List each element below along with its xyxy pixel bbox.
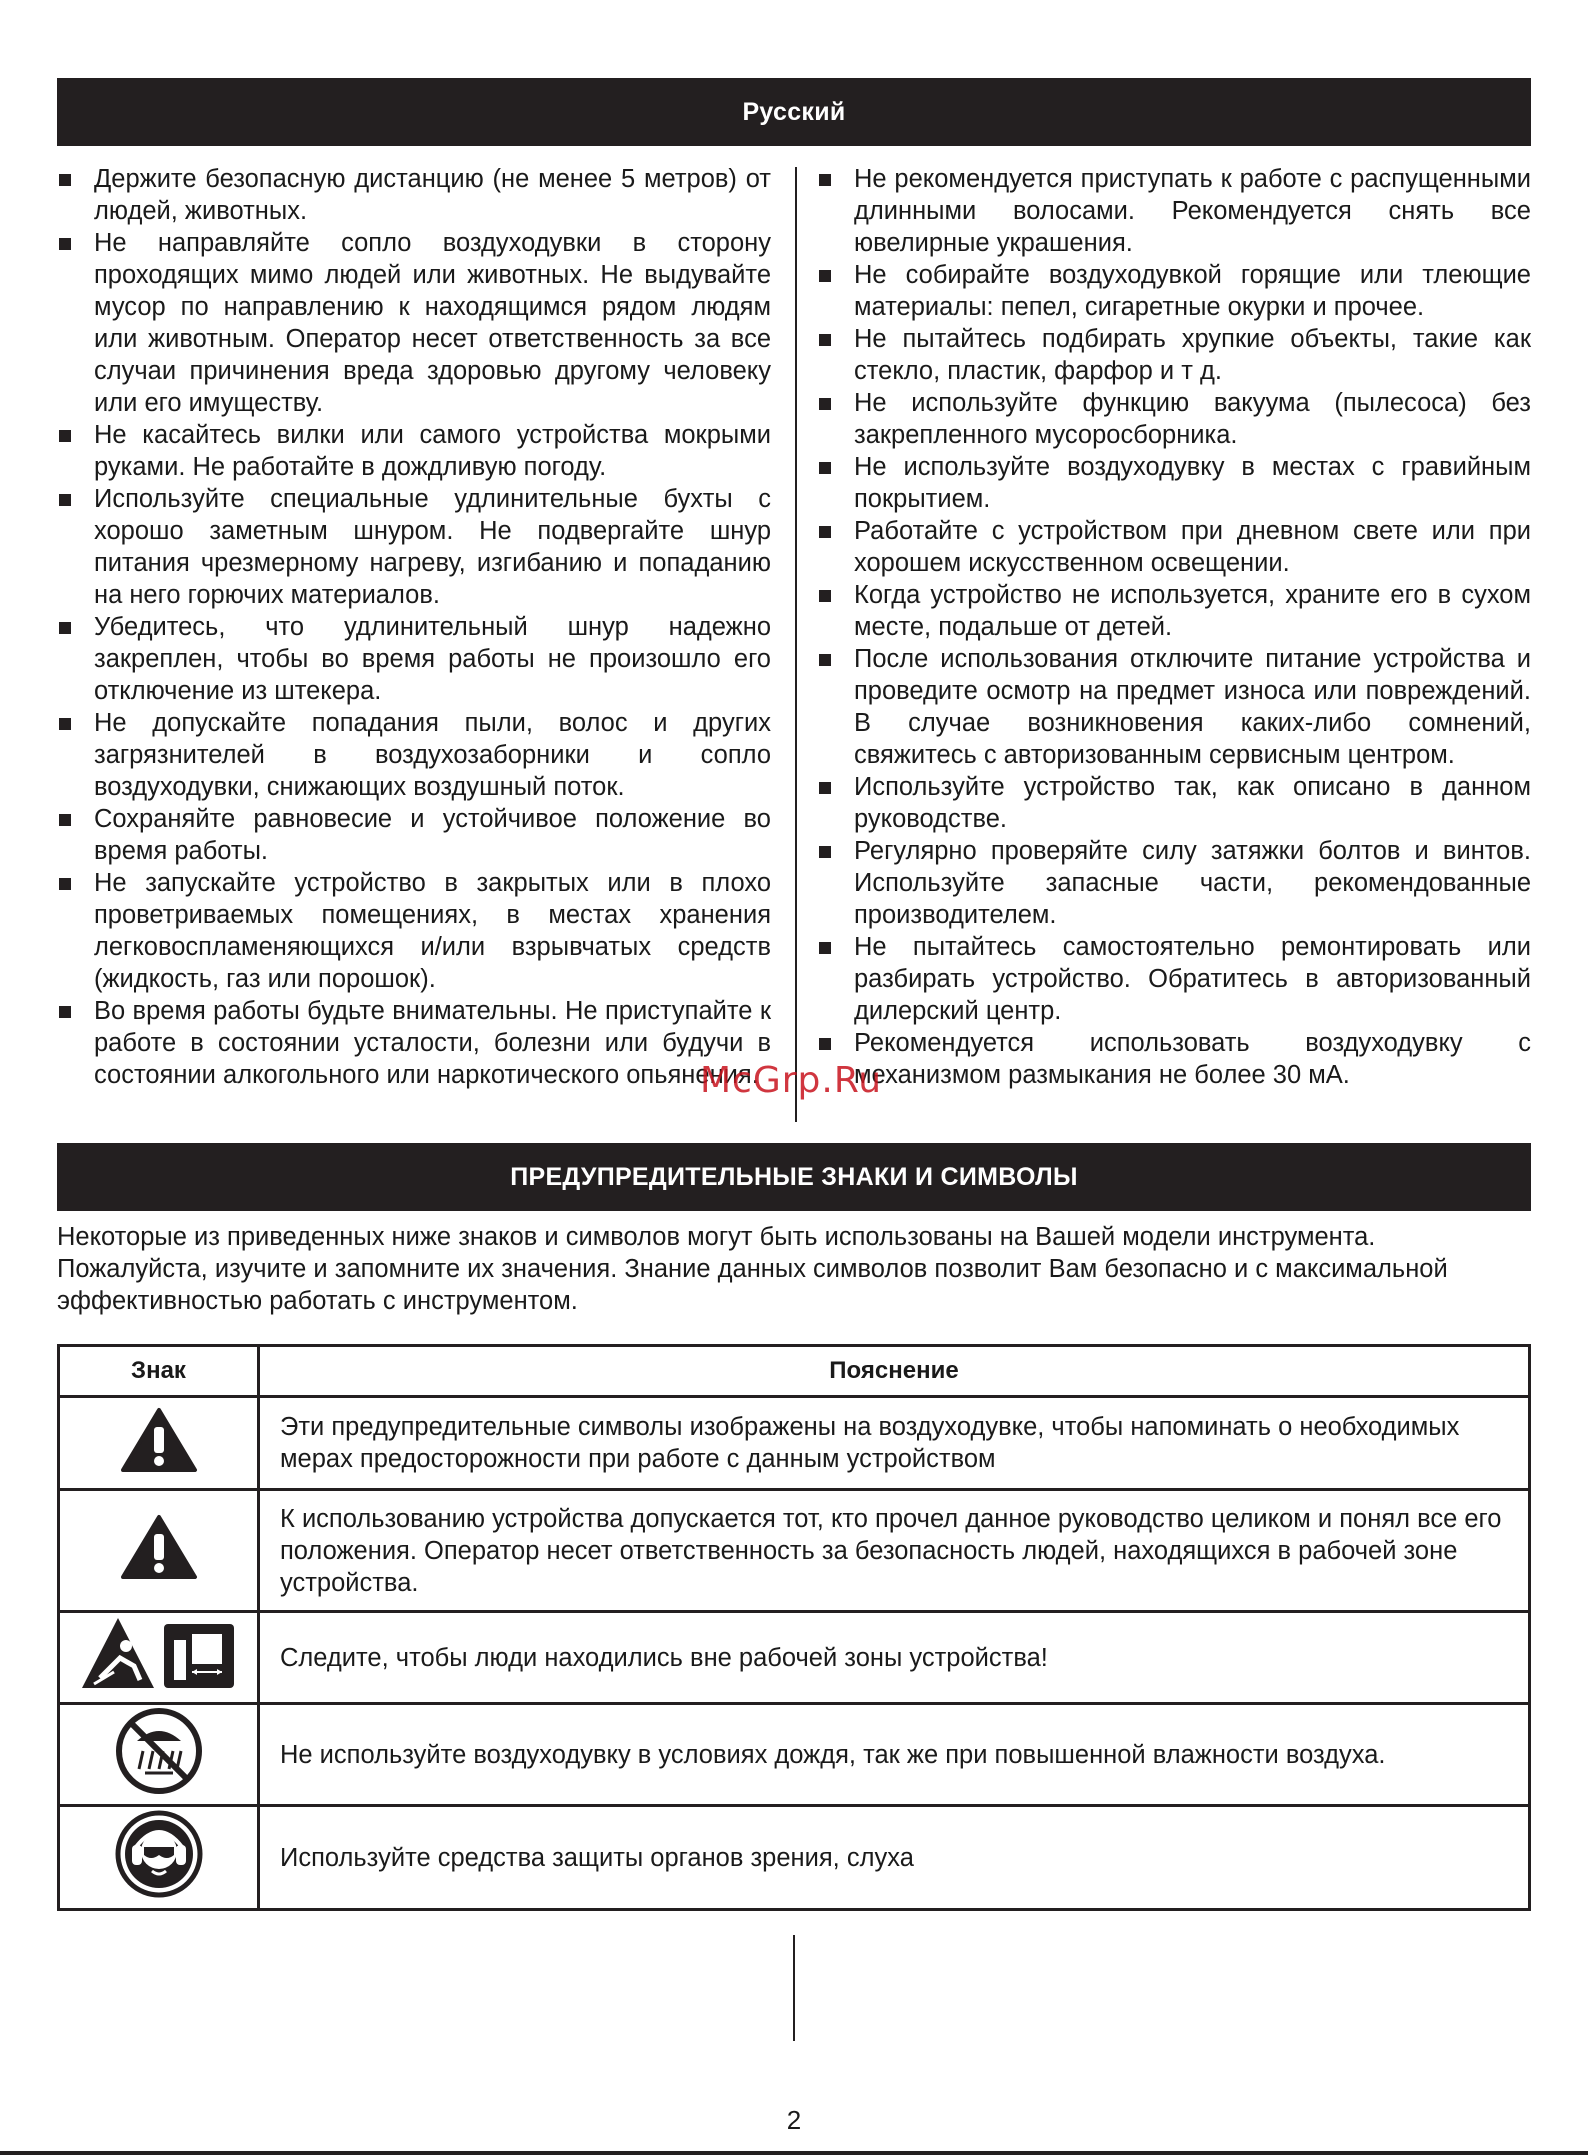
list-item: Убедитесь, что удлинительный шнур надежно закреплен, чтобы во время работы не произошло его отключение из штекера. [57,611,771,707]
list-item: Регулярно проверяйте силу затяжки болтов и винтов. Используйте запасные части, рекомендованные производителем. [817,835,1531,931]
section-title: ПРЕДУПРЕДИТЕЛЬНЫЕ ЗНАКИ И СИМВОЛЫ [57,1143,1531,1211]
table-cell: Не используйте воздуходувку в условиях дождя, так же при повышенной влажности воздуха. [259,1704,1530,1806]
no-rain-icon [115,1707,203,1795]
bystanders-distance-icon [80,1614,238,1694]
signs-table [57,1344,1531,1911]
safety-list-right [817,163,1531,1091]
list-item: После использования отключите питание устройства и проведите осмотр на предмет износа или повреждений. В случае возникновения каких-либо сомнений, свяжитесь с авторизованным сервисным центром. [817,643,1531,771]
list-item: Не рекомендуется приступать к работе с распущенными длинными волосами. Рекомендуется снять все ювелирные украшения. [817,163,1531,259]
table-header-row [59,1346,1530,1397]
table-row [59,1806,1530,1910]
list-item: Используйте устройство так, как описано в данном руководстве. [817,771,1531,835]
list-item: Не запускайте устройство в закрытых или в плохо проветриваемых помещениях, в местах хранения легковоспламеняющихся и/или взрывчатых средств (жидкость, газ или порошок). [57,867,771,995]
column-divider [795,167,797,1122]
list-item: Во время работы будьте внимательны. Не приступайте к работе в состоянии усталости, болезни или будучи в состоянии алкогольного или наркотического опьянения. [57,995,771,1091]
list-item: Не касайтесь вилки или самого устройства мокрыми руками. Не работайте в дождливую погоду. [57,419,771,483]
list-item: Не пытайтесь подбирать хрупкие объекты, такие как стекло, пластик, фарфор и т д. [817,323,1531,387]
table-row [59,1704,1530,1806]
list-item: Не используйте функцию вакуума (пылесоса) без закрепленного мусоросборника. [817,387,1531,451]
table-cell: Эти предупредительные символы изображены на воздуходувке, чтобы напоминать о необходимых мерах предосторожности при работе с данным устройством [259,1397,1530,1490]
center-divider [793,1935,795,2041]
list-item: Не допускайте попадания пыли, волос и других загрязнителей в воздухозаборники и сопло воздуходувки, снижающих воздушный поток. [57,707,771,803]
list-item: Работайте с устройством при дневном свете или при хорошем искусственном освещении. [817,515,1531,579]
table-row [59,1397,1530,1490]
safety-list-left [57,163,771,1091]
column-header-explanation: Пояснение [259,1346,1530,1397]
list-item: Не собирайте воздуходувкой горящие или тлеющие материалы: пепел, сигаретные окурки и прочее. [817,259,1531,323]
list-item: Сохраняйте равновесие и устойчивое положение во время работы. [57,803,771,867]
column-header-sign: Знак [59,1346,259,1397]
watermark: McGrp.Ru [700,1060,883,1101]
table-cell: Используйте средства защиты органов зрения, слуха [259,1806,1530,1910]
eye-ear-protection-icon [114,1809,204,1899]
list-item: Не направляйте сопло воздуходувки в сторону проходящих мимо людей или животных. Не выдувайте мусор по направлению к находящимся рядом людям или животным. Оператор несет ответственность за все случаи причинения вреда здоровью другому человеку или его имуществу. [57,227,771,419]
list-item: Не используйте воздуходувку в местах с гравийным покрытием. [817,451,1531,515]
warning-triangle-icon [120,1407,198,1473]
table-cell: К использованию устройства допускается тот, кто прочел данное руководство целиком и понял все его положения. Оператор несет ответственность за безопасность людей, находящихся в рабочей зоне устройства. [259,1490,1530,1612]
bottom-rule [0,2151,1588,2155]
table-row [59,1612,1530,1704]
warning-triangle-icon [120,1514,198,1580]
list-item: Используйте специальные удлинительные бухты с хорошо заметным шнуром. Не подвергайте шнур питания чрезмерному нагреву, изгибанию и попаданию на него горючих материалов. [57,483,771,611]
table-row [59,1490,1530,1612]
list-item: Не пытайтесь самостоятельно ремонтировать или разбирать устройство. Обратитесь в авторизованный дилерский центр. [817,931,1531,1027]
list-item: Когда устройство не используется, храните его в сухом месте, подальше от детей. [817,579,1531,643]
table-cell: Следите, чтобы люди находились вне рабочей зоны устройства! [259,1612,1530,1704]
list-item: Держите безопасную дистанцию (не менее 5 метров) от людей, животных. [57,163,771,227]
language-header: Русский [57,78,1531,146]
list-item: Рекомендуется использовать воздуходувку с механизмом размыкания не более 30 мА. [817,1027,1531,1091]
page-number: 2 [786,2105,802,2135]
signs-intro: Некоторые из приведенных ниже знаков и символов могут быть использованы на Вашей модели инструмента. Пожалуйста, изучите и запомните их значения. Знание данных символов позволит Вам безопасно и с максимальной эффективностью работать с инструментом. [57,1223,1448,1315]
